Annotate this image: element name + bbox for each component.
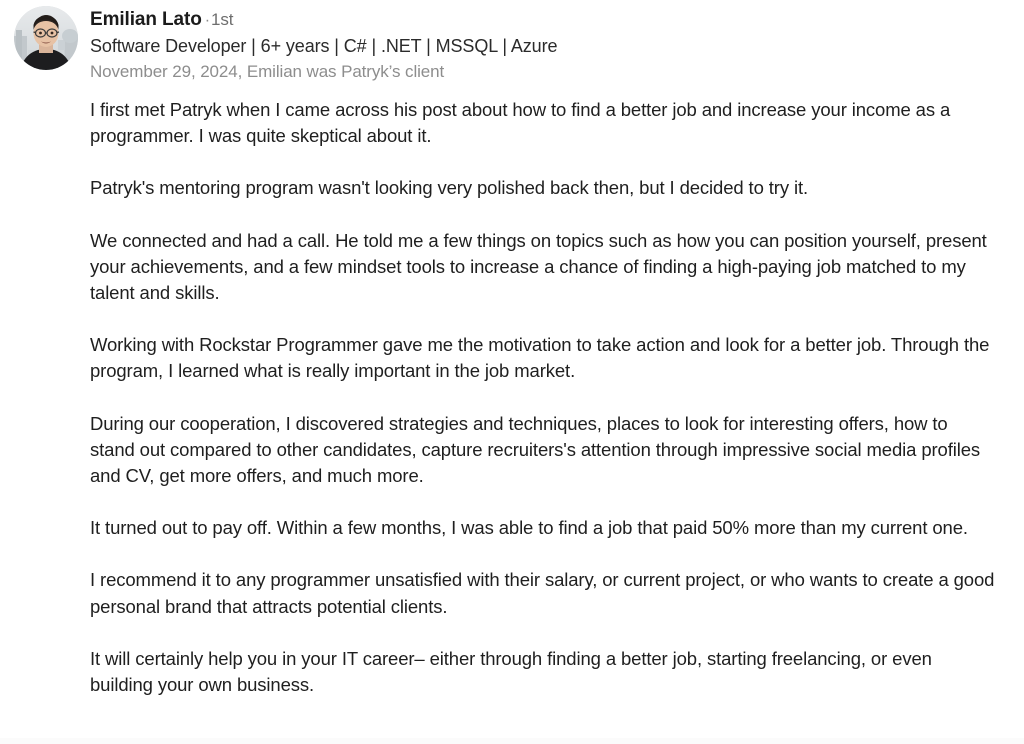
profile-photo-icon xyxy=(14,6,78,70)
recommendation-paragraph: I recommend it to any programmer unsatisfied with their salary, or current project, or who wants to create a good personal brand that attracts potential clients. xyxy=(90,569,995,617)
author-name[interactable]: Emilian Lato xyxy=(90,9,202,30)
recommendation-paragraph: Working with Rockstar Programmer gave me the motivation to take action and look for a better job. Through the program, I learned what is really important in the job market. xyxy=(90,334,990,382)
recommendation-header xyxy=(0,0,1024,85)
connection-degree: 1st xyxy=(211,10,234,29)
name-separator: · xyxy=(204,12,210,29)
recommendation-relationship: November 29, 2024, Emilian was Patryk’s client xyxy=(90,62,445,81)
avatar[interactable] xyxy=(14,6,78,70)
recommendation-paragraph: During our cooperation, I discovered strategies and techniques, places to look for interesting offers, how to stand out compared to other candidates, capture recruiters's attention through impressive social media profiles and CV, get more offers, and much more. xyxy=(90,412,980,487)
author-identity xyxy=(78,6,557,85)
author-name-line xyxy=(90,7,557,33)
author-headline: Software Developer | 6+ years | C# | .NET | MSSQL | Azure xyxy=(90,36,558,56)
recommendation-paragraph: It turned out to pay off. Within a few months, I was able to find a job that paid 50% more than my current one. xyxy=(90,517,968,539)
recommendation-paragraph: We connected and had a call. He told me a few things on topics such as how you can position yourself, present your achievements, and a few mindset tools to increase a chance of finding a high-paying job matched to my talent and skills. xyxy=(90,229,987,304)
bottom-edge-divider xyxy=(0,738,1024,744)
recommendation-paragraph: Patryk's mentoring program wasn't looking very polished back then, but I decided to try it. xyxy=(90,177,809,199)
recommendation-body xyxy=(0,85,1024,698)
recommendation-paragraph: It will certainly help you in your IT career– either through finding a better job, starting freelancing, or even building your own business. xyxy=(90,647,932,696)
recommendation-paragraph: I first met Patryk when I came across his post about how to find a better job and increase your income as a programmer. I was quite skeptical about it. xyxy=(90,99,951,147)
